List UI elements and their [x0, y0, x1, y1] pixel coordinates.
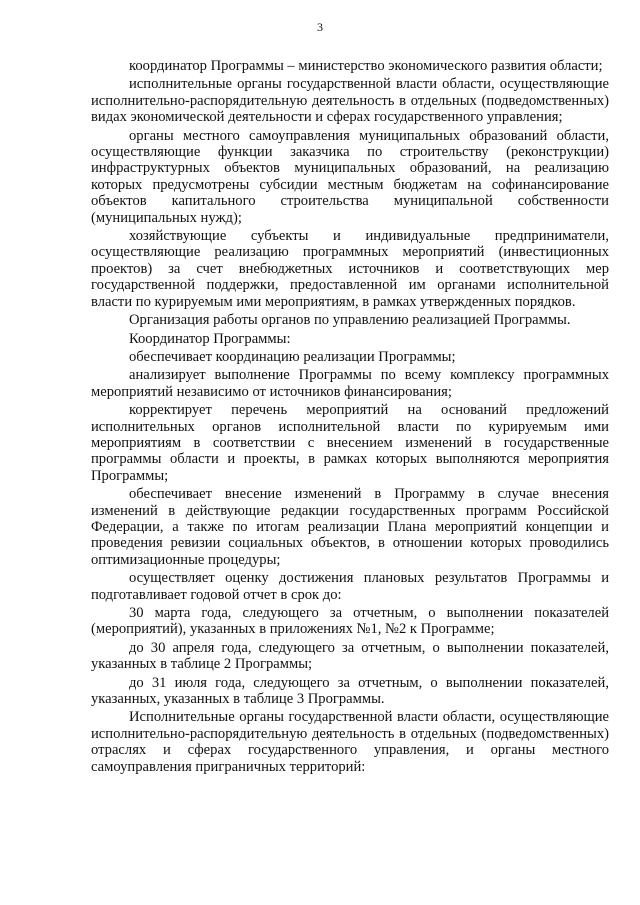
paragraph-local-government: органы местного самоуправления муниципальных образований области, осуществляющие функции заказчика по строительству (реконструкции) инфраструктурных объектов муниципальных образований, на реализацию которых предусмотрены субсидии местным бюджетам на софинансирование объектов капитального строительства муниципальной собственности (муниципальных нужд); — [91, 127, 609, 226]
paragraph-deadline-july: до 31 июля года, следующего за отчетным, о выполнении показателей, указанных, указанных в таблице 3 Программы. — [91, 674, 609, 708]
paragraph-corrects: корректирует перечень мероприятий на оснований предложений исполнительных органов исполнительной власти по курируемым ими мероприятиям в соответствии с внесением изменений в государственные программы области и проекты, в рамках которых выполняются мероприятия Программы; — [91, 402, 609, 484]
document-body — [91, 58, 609, 775]
page-number: 3 — [317, 20, 323, 34]
paragraph-deadline-march: 30 марта года, следующего за отчетным, о выполнении показателей (мероприятий), указанных в приложениях №1, №2 к Программе; — [91, 605, 609, 638]
paragraph-deadline-april: до 30 апреля года, следующего за отчетным, о выполнении показателей, указанных в таблице 2 Программы; — [91, 639, 609, 673]
paragraph-ensures-coordination: обеспечивает координацию реализации Программы; — [129, 348, 456, 365]
paragraph-coordinator-heading: Координатор Программы: — [129, 330, 291, 347]
paragraph-organization: Организация работы органов по управлению реализацией Программы. — [129, 312, 571, 329]
paragraph-analyzes: анализирует выполнение Программы по всему комплексу программных мероприятий независимо от источников финансирования; — [91, 367, 609, 400]
paragraph-evaluation: осуществляет оценку достижения плановых результатов Программы и подготавливает годовой отчет в срок до: — [91, 570, 609, 603]
paragraph-executive-bodies-duties: Исполнительные органы государственной власти области, осуществляющие исполнительно-распорядительную деятельность в отдельных (подведомственных) отраслях и сферах государственного управления, и органы местного самоуправления приграничных территорий: — [91, 709, 609, 775]
paragraph-business-entities: хозяйствующие субъекты и индивидуальные предприниматели, осуществляющие реализацию программных мероприятий (инвестиционных проектов) за счет внебюджетных источников и соответствующих мер государственной поддержки, предоставленной им органами исполнительной власти по курируемым ими мероприятиям, в рамках утвержденных порядков. — [91, 228, 609, 310]
paragraph-amendments: обеспечивает внесение изменений в Программу в случае внесения изменений в действующие редакции государственных программ Российской Федерации, а также по итогам реализации Плана мероприятий концепции и проведения ревизии социальных объектов, в отношении которых проводились оптимизационные процедуры; — [91, 486, 609, 568]
paragraph-executive-bodies: исполнительные органы государственной власти области, осуществляющие исполнительно-распорядительную деятельность в отдельных (подведомственных) видах экономической деятельности и сферах государственного управления; — [91, 76, 609, 126]
paragraph-coordinator: координатор Программы – министерство экономического развития области; — [129, 58, 603, 74]
